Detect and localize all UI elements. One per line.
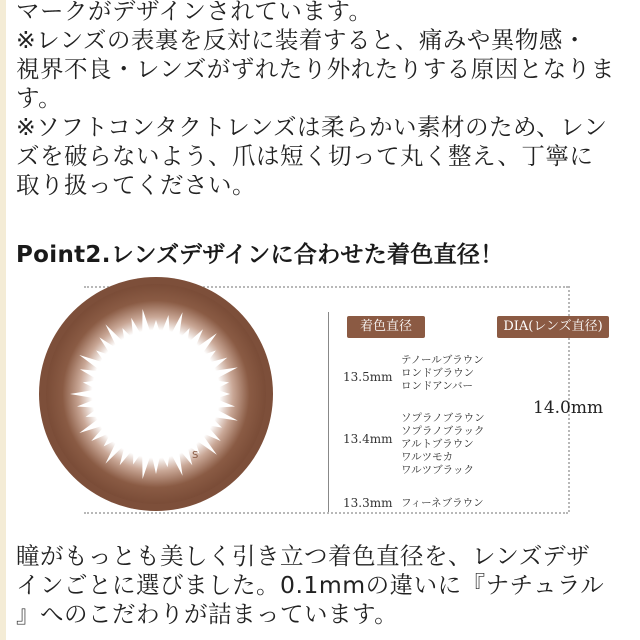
lens-diagram xyxy=(28,276,604,520)
intro-line: 視界不良・レンズがずれたり外れたりする原因となりま xyxy=(16,55,615,83)
group-mm: 13.5mm xyxy=(343,370,393,384)
product-name: テノールブラウン xyxy=(401,354,484,366)
outro-text xyxy=(16,542,628,629)
product-name: アルトブラウン xyxy=(401,438,474,450)
intro-line: 取り扱ってください。 xyxy=(16,171,256,199)
intro-line: ※ソフトコンタクトレンズは柔らかい素材のため、レン xyxy=(16,113,608,141)
group-names xyxy=(401,412,485,477)
product-name: ソプラノブラック xyxy=(401,425,485,437)
group-mm: 13.4mm xyxy=(343,432,393,446)
product-name: ソプラノブラウン xyxy=(401,412,485,424)
left-accent-bar xyxy=(0,0,6,640)
intro-line: す。 xyxy=(16,84,63,112)
diameter-table xyxy=(328,312,604,512)
outro-line: 』へのこだわりが詰まっています。 xyxy=(16,600,399,628)
lens-mark: S xyxy=(192,450,199,461)
lens-center xyxy=(94,332,218,456)
product-name: ワルツブラック xyxy=(401,464,474,476)
intro-text xyxy=(16,0,628,200)
product-name: フィーネブラウン xyxy=(401,497,484,509)
section-heading: Point2.レンズデザインに合わせた着色直径！ xyxy=(16,242,504,268)
dia-value: 14.0mm xyxy=(533,398,604,418)
group-names xyxy=(401,354,484,393)
group-mm: 13.3mm xyxy=(343,496,393,510)
outro-line: 瞳がもっとも美しく引き立つ着色直径を、レンズデザ xyxy=(16,542,591,570)
intro-line: マークがデザインされています。 xyxy=(16,0,373,25)
product-name: ロンドブラウン xyxy=(401,367,475,379)
group-names xyxy=(401,497,484,510)
coloring-diameter-header: 着色直径 xyxy=(347,316,425,338)
product-name: ロンドアンバー xyxy=(401,380,474,392)
outro-line: インごとに選びました。0.1mmの違いに『ナチュラル xyxy=(16,571,605,599)
intro-line: ※レンズの表裏を反対に装着すると、痛みや異物感・ xyxy=(16,26,587,54)
lens-image xyxy=(28,276,278,520)
dia-header: DIA(レンズ直径) xyxy=(497,316,609,338)
product-name: ワルツモカ xyxy=(401,451,454,463)
intro-line: ズを破らないよう、爪は短く切って丸く整え、丁寧に xyxy=(16,142,594,170)
